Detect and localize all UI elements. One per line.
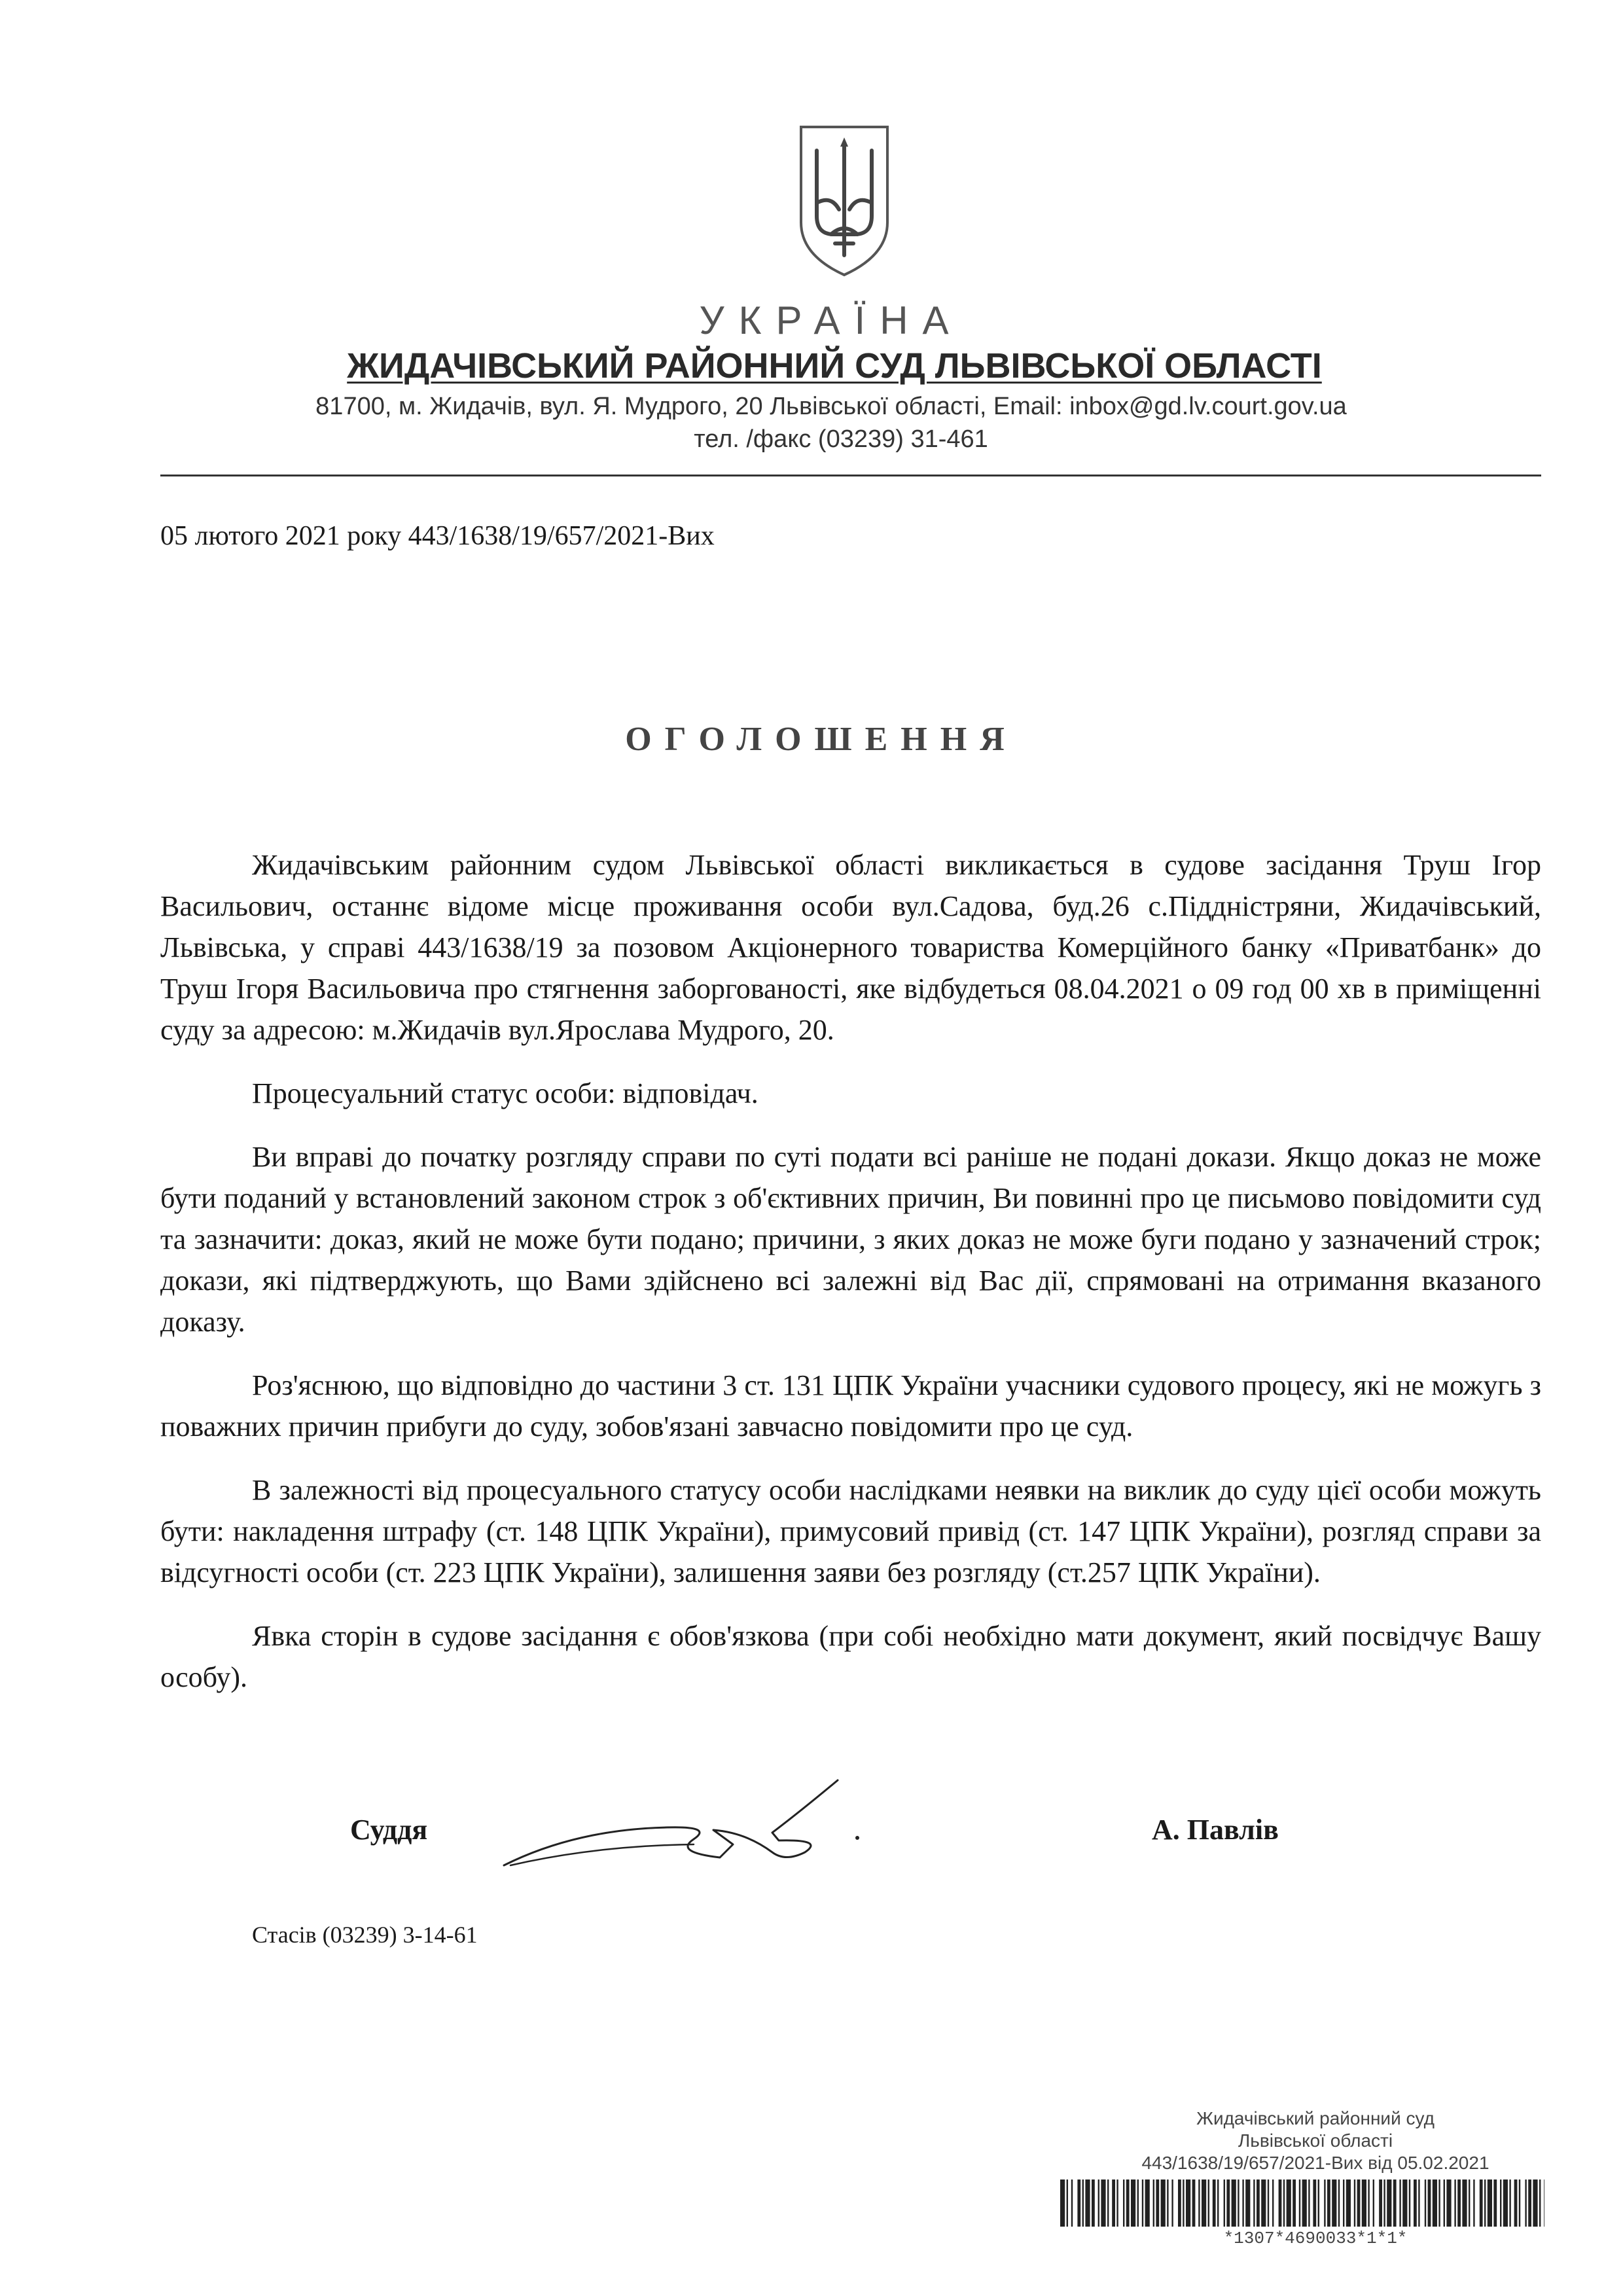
body-paragraph: Явка сторін в судове засідання є обов'язкова (при собі необхідно мати документ, який посвідчує Вашу особу). [160,1620,1541,1693]
executor-contact: Стасів (03239) 3-14-61 [252,1922,478,1948]
outgoing-reference: 05 лютого 2021 року 443/1638/19/657/2021-Вих [160,521,715,551]
barcode-bar [1533,2179,1537,2227]
barcode-bar [1313,2179,1316,2227]
barcode-bar [1519,2179,1520,2227]
registration-stamp [1047,2108,1584,2174]
barcode-bar [1293,2179,1296,2227]
barcode-bar [1142,2179,1143,2227]
barcode-bar [1299,2179,1300,2227]
barcode-bar [1257,2179,1260,2227]
barcode-bar [1082,2179,1084,2227]
barcode-bar [1198,2179,1200,2227]
barcode-bar [1217,2179,1219,2227]
barcode-bar [1268,2179,1269,2227]
stamp-line: Львівської області [1238,2130,1393,2151]
barcode-bar [1224,2179,1225,2227]
barcode-bar [1183,2179,1184,2227]
barcode-bar [1126,2179,1130,2227]
barcode-bar [1153,2179,1154,2227]
body-paragraph: Жидачівським районним судом Львівської області викликається в судове засідання Труш Ігор Васильович, останнє відоме місце проживання особи вул.Садова, буд.26 с.Піддністряни, Жидачівський, Львівська, у справі 443/1638/19 за позовом Акціонерного товариства Комерційного банку «Приватбанк» до Труш Ігоря Васильовича про стягнення заборгованості, яке відбудеться 08.04.2021 о 09 год 00 хв в приміщенні суду за адресою: м.Жидачів вул.Ярослава Мудрого, 20. [160,849,1541,1046]
barcode-bar [1514,2179,1518,2227]
barcode-bar [1399,2179,1400,2227]
barcode-bar [1283,2179,1285,2227]
barcode-bar [1493,2179,1497,2227]
barcode-bar [1302,2179,1307,2227]
barcode-bar [1539,2179,1541,2227]
barcode-bar [1354,2179,1355,2227]
barcode-bar [1071,2179,1073,2227]
announcement-body [160,844,1541,1720]
barcode-bar [1308,2179,1310,2227]
barcode-bar [1488,2179,1492,2227]
barcode-bar [1101,2179,1105,2227]
body-paragraph: Ви вправі до початку розгляду справи по суті подати всі раніше не подані докази. Якщо доказ не може бути поданий у встановлений законом строк з об'єктивних причин, Ви повинні про це письмово повідомити суд та зазначити: доказ, який не може бути подано; причини, з яких доказ не може буги подано у зазначений строк; докази, які підтверджують, що Вами здійснено всі залежні від Вас дії, спрямовані на отримання вказаного доказу. [160,1141,1541,1338]
barcode-bar [1484,2179,1486,2227]
barcode-bar [1202,2179,1206,2227]
barcode-bar [1279,2179,1282,2227]
barcode-bar [1242,2179,1243,2227]
barcode-bar [1438,2179,1440,2227]
barcode-bar [1528,2179,1531,2227]
header-divider [160,475,1541,476]
barcode-bar [1480,2179,1483,2227]
barcode-bar [1092,2179,1095,2227]
body-paragraph: В залежності від процесуального статусу особи наслідками неявки на виклик до суду цієї особи можуть бути: накладення штрафу (ст. 148 ЦПК України), примусовий привід (ст. 147 ЦПК України), розгляд справи за відсугності особи (ст. 223 ЦПК України), залишення заяви без розгляду (ст.257 ЦПК України). [160,1474,1541,1588]
barcode-bar [1167,2179,1168,2227]
barcode-bar [1178,2179,1181,2227]
barcode-bar [1509,2179,1510,2227]
barcode-bar [1060,2179,1065,2227]
barcode-bar [1327,2179,1330,2227]
court-address: 81700, м. Жидачів, вул. Я. Мудрого, 20 Львівської області, Email: inbox@gd.lv.court.gov.ua [315,393,1347,420]
barcode-bar [1261,2179,1266,2227]
barcode-bar [1473,2179,1474,2227]
barcode-bar [1469,2179,1470,2227]
barcode-bar [1213,2179,1216,2227]
barcode-bar [1444,2179,1445,2227]
body-paragraph: Процесуальний статус особи: відповідач. [252,1077,758,1109]
barcode-bar [1383,2179,1385,2227]
judge-name: А. Павлів [1152,1814,1279,1846]
barcode-bar [1409,2179,1410,2227]
barcode-bar [1414,2179,1417,2227]
judge-label: Суддя [350,1814,428,1846]
barcode-bar [1208,2179,1209,2227]
barcode-bar [1067,2179,1068,2227]
barcode-bar [1343,2179,1344,2227]
barcode [1060,2179,1544,2227]
barcode-bar [1462,2179,1467,2227]
barcode-bar [1116,2179,1118,2227]
barcode-bar [1433,2179,1437,2227]
barcode-bar [1161,2179,1166,2227]
barcode-bar [1318,2179,1319,2227]
barcode-bar [1131,2179,1135,2227]
barcode-bar [1454,2179,1455,2227]
barcode-bar [1287,2179,1291,2227]
barcode-bar [1402,2179,1407,2227]
barcode-bar [1077,2179,1080,2227]
barcode-bar [1368,2179,1369,2227]
court-phone: тел. /факс (03239) 31-461 [694,425,988,453]
barcode-bar [1446,2179,1451,2227]
handwritten-signature [497,1767,864,1878]
barcode-bar [1245,2179,1250,2227]
barcode-bar [1098,2179,1099,2227]
barcode-bar [1346,2179,1351,2227]
barcode-bar [1373,2179,1374,2227]
barcode-bar [1418,2179,1419,2227]
document-title: ОГОЛОШЕННЯ [625,721,1018,758]
barcode-bar [1112,2179,1115,2227]
barcode-number: *1307*4690033*1*1* [1223,2229,1408,2248]
barcode-bar [1253,2179,1255,2227]
barcode-bar [1503,2179,1508,2227]
barcode-bar [1525,2179,1526,2227]
barcode-bar [1171,2179,1173,2227]
barcode-bar [1338,2179,1340,2227]
barcode-bar [1272,2179,1274,2227]
stamp-line: 443/1638/19/657/2021-Вих від 05.02.2021 [1141,2153,1489,2173]
barcode-bar [1332,2179,1336,2227]
barcode-bar [1192,2179,1196,2227]
barcode-bar [1232,2179,1236,2227]
barcode-bar [1145,2179,1150,2227]
barcode-bar [1428,2179,1431,2227]
barcode-bar [1226,2179,1230,2227]
barcode-bar [1500,2179,1501,2227]
stamp-line: Жидачівський районний суд [1196,2108,1435,2128]
court-name: ЖИДАЧІВСЬКИЙ РАЙОННИЙ СУД ЛЬВІВСЬКОЇ ОБЛАСТІ [347,346,1322,386]
barcode-bar [1357,2179,1361,2227]
barcode-bar [1387,2179,1391,2227]
barcode-bar [1393,2179,1397,2227]
barcode-bar [1457,2179,1461,2227]
coat-of-arms-icon [797,124,891,278]
barcode-bar [1123,2179,1124,2227]
barcode-bar [1379,2179,1382,2227]
barcode-bar [1362,2179,1366,2227]
barcode-bar [1137,2179,1139,2227]
barcode-bar [1238,2179,1239,2227]
barcode-bar [1085,2179,1090,2227]
body-paragraph: Роз'яснюю, що відповідно до частини 3 ст. 131 ЦПК України учасники судового процесу, які не можугь з поважних причин прибуги до суду, зобов'язані завчасно повідомити про це суд. [160,1369,1541,1443]
barcode-bar [1186,2179,1190,2227]
barcode-bar [1425,2179,1426,2227]
country-heading: УКРАЇНА [699,298,963,342]
barcode-bar [1324,2179,1325,2227]
barcode-bar [1156,2179,1159,2227]
barcode-bar [1107,2179,1109,2227]
